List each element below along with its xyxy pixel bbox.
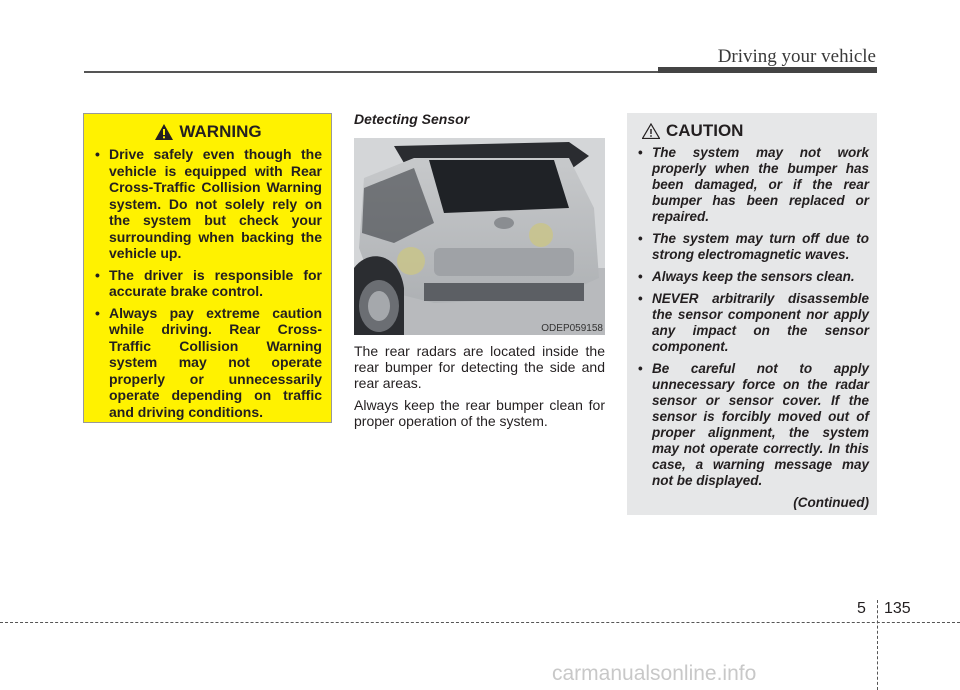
caution-item: • Be careful not to apply unnecessary force on the radar sensor or sensor cover. If the sensor is forcibly moved out of proper alignment, the system may not operate correctly. In this case, a warning message may not be displayed. <box>638 361 869 489</box>
caution-box <box>627 113 877 515</box>
header-rule <box>84 71 658 73</box>
caution-icon <box>642 123 660 139</box>
warning-title: WARNING <box>179 122 262 141</box>
footer-rule <box>0 622 960 623</box>
body-paragraph: Always keep the rear bumper clean for proper operation of the system. <box>354 397 605 429</box>
warning-list <box>95 146 322 420</box>
caution-header <box>642 121 869 141</box>
caution-item: • The system may not work properly when the bumper has been damaged, or if the rear bumper has been replaced or repaired. <box>638 145 869 225</box>
subheading: Detecting Sensor <box>354 111 470 127</box>
watermark: carmanualsonline.info <box>552 662 757 685</box>
page-section-title: Driving your vehicle <box>717 46 876 67</box>
caution-item: • Always keep the sensors clean. <box>638 269 869 285</box>
continued-label: (Continued) <box>793 495 869 510</box>
warning-item: • Drive safely even though the vehicle is equipped with Rear Cross-Traffic Collision Warning system. Do not solely rely on the system but check your surrounding when backing the vehicle up. <box>95 146 322 262</box>
warning-item: • The driver is responsible for accurate brake control. <box>95 267 322 300</box>
caution-item: • The system may turn off due to strong electromagnetic waves. <box>638 231 869 263</box>
header-rule-accent <box>658 67 877 73</box>
caution-item: • NEVER arbitrarily disassemble the sensor component nor apply any impact on the sensor component. <box>638 291 869 355</box>
image-code: ODEP059158 <box>541 323 603 334</box>
body-paragraph: The rear radars are located inside the rear bumper for detecting the side and rear areas. <box>354 343 605 391</box>
vehicle-rear-image <box>354 138 605 335</box>
warning-item: • Always pay extreme caution while driving. Rear Cross-Traffic Collision Warning system may not operate properly or unnecessarily operate depending on traffic and driving conditions. <box>95 305 322 421</box>
chapter-number: 5 <box>857 600 866 617</box>
caution-title: CAUTION <box>666 121 744 140</box>
warning-box <box>83 113 332 423</box>
caution-list <box>638 145 869 489</box>
page-number: 135 <box>884 600 911 617</box>
vehicle-rear-illustration <box>354 138 605 335</box>
warning-header <box>95 122 322 142</box>
warning-icon <box>155 124 173 140</box>
footer-divider <box>877 600 878 690</box>
